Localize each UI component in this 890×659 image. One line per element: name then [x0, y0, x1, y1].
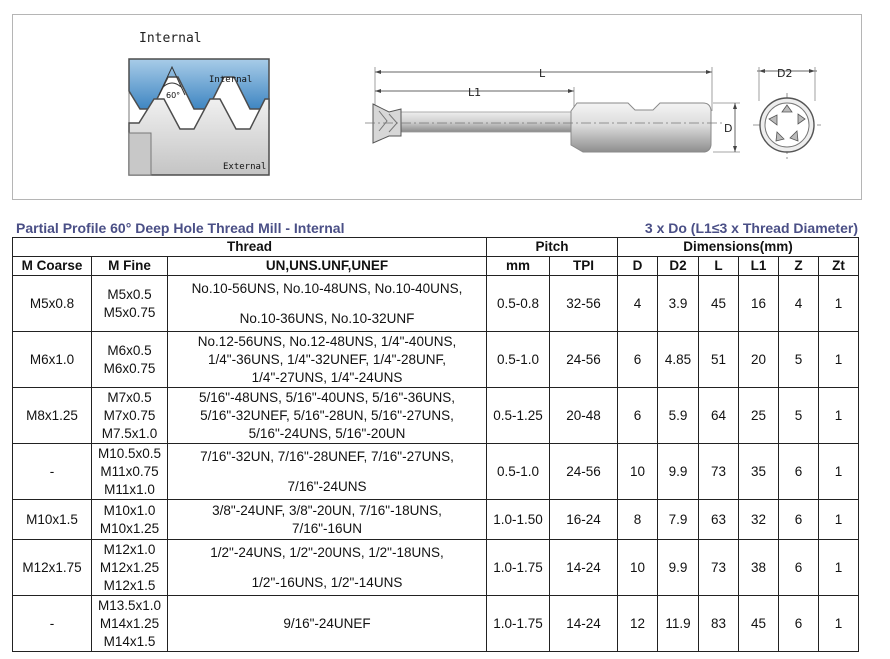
m-fine-value: M14x1.5	[103, 633, 156, 649]
m-fine-value: M5x0.75	[103, 304, 156, 320]
z-cell: 6	[779, 596, 819, 652]
table-row	[13, 500, 859, 540]
pitch-mm-cell: 1.0-1.50	[487, 500, 550, 540]
spec-table	[12, 237, 859, 652]
m-fine-value: M5x0.5	[107, 286, 152, 302]
pitch-tpi-cell: 24-56	[550, 444, 618, 500]
l1-cell: 25	[739, 388, 779, 444]
m-fine-cell	[92, 540, 168, 596]
m-fine-value: M13.5x1.0	[97, 597, 162, 613]
m-fine-value: M7x0.75	[103, 407, 156, 423]
un-thread-line: 1/4"-36UNS, 1/4"-32UNEF, 1/4"-28UNF,	[208, 351, 446, 367]
un-thread-line: 3/8"-24UNF, 3/8"-20UN, 7/16"-18UNS,	[212, 502, 442, 518]
d-cell: 10	[618, 444, 658, 500]
d-cell: 6	[618, 388, 658, 444]
col-header-l: L	[699, 257, 739, 276]
un-thread-line: No.10-56UNS, No.10-48UNS, No.10-40UNS,	[191, 280, 463, 296]
un-thread-line: 1/2"-24UNS, 1/2"-20UNS, 1/2"-18UNS,	[210, 544, 444, 560]
internal-drawing-title: Internal	[139, 31, 202, 46]
m-fine-cell	[92, 276, 168, 332]
m-coarse-cell: M10x1.5	[13, 500, 92, 540]
z-cell: 4	[779, 276, 819, 332]
l1-cell: 20	[739, 332, 779, 388]
pitch-mm-cell: 1.0-1.75	[487, 596, 550, 652]
pitch-group-header: Pitch	[487, 238, 618, 257]
table-row	[13, 444, 859, 500]
d2-cell: 9.9	[658, 540, 699, 596]
d-cell: 10	[618, 540, 658, 596]
table-row	[13, 540, 859, 596]
z-cell: 6	[779, 444, 819, 500]
l1-cell: 35	[739, 444, 779, 500]
l1-cell: 38	[739, 540, 779, 596]
l-cell: 73	[699, 444, 739, 500]
m-coarse-cell: M5x0.8	[13, 276, 92, 332]
l1-cell: 45	[739, 596, 779, 652]
dimension-D-label: D	[724, 122, 733, 135]
m-fine-value: M12x1.0	[103, 541, 156, 557]
un-thread-cell	[168, 500, 487, 540]
un-thread-line: 7/16"-32UN, 7/16"-28UNEF, 7/16"-27UNS,	[200, 448, 454, 464]
l1-cell: 16	[739, 276, 779, 332]
d2-cell: 11.9	[658, 596, 699, 652]
d-cell: 8	[618, 500, 658, 540]
zt-cell: 1	[819, 596, 859, 652]
un-thread-cell	[168, 388, 487, 444]
m-coarse-cell: -	[13, 596, 92, 652]
col-header-zt: Zt	[819, 257, 859, 276]
d2-cell: 4.85	[658, 332, 699, 388]
thread-group-header: Thread	[13, 238, 487, 257]
d2-cell: 3.9	[658, 276, 699, 332]
l-cell: 83	[699, 596, 739, 652]
un-thread-cell	[168, 332, 487, 388]
z-cell: 5	[779, 388, 819, 444]
zt-cell: 1	[819, 388, 859, 444]
d-cell: 12	[618, 596, 658, 652]
un-thread-line: No.10-36UNS, No.10-32UNF	[239, 310, 415, 326]
un-thread-cell	[168, 540, 487, 596]
pitch-tpi-cell: 20-48	[550, 388, 618, 444]
pitch-mm-cell: 0.5-0.8	[487, 276, 550, 332]
angle-60-label: 60°	[166, 91, 181, 100]
col-header-d2: D2	[658, 257, 699, 276]
col-header-d: D	[618, 257, 658, 276]
zt-cell: 1	[819, 332, 859, 388]
pitch-tpi-cell: 16-24	[550, 500, 618, 540]
m-coarse-cell: M12x1.75	[13, 540, 92, 596]
col-header-m-coarse: M Coarse	[13, 257, 92, 276]
pitch-tpi-cell: 14-24	[550, 540, 618, 596]
external-thread-label: External	[223, 162, 267, 172]
pitch-mm-cell: 0.5-1.25	[487, 388, 550, 444]
m-fine-value: M10x1.0	[103, 502, 156, 518]
col-header-un: UN,UNS.UNF,UNEF	[168, 257, 487, 276]
m-coarse-cell: -	[13, 444, 92, 500]
m-fine-cell	[92, 596, 168, 652]
col-header-l1: L1	[739, 257, 779, 276]
table-row	[13, 276, 859, 332]
col-header-tpi: TPI	[550, 257, 618, 276]
m-fine-cell	[92, 388, 168, 444]
z-cell: 6	[779, 500, 819, 540]
un-thread-line: 7/16"-24UNS	[287, 478, 367, 494]
dimensions-group-header: Dimensions(mm)	[618, 238, 859, 257]
d-cell: 6	[618, 332, 658, 388]
pitch-tpi-cell: 14-24	[550, 596, 618, 652]
zt-cell: 1	[819, 276, 859, 332]
product-title-caption: Partial Profile 60° Deep Hole Thread Mill - Internal	[16, 220, 345, 236]
un-thread-line: 9/16"-24UNEF	[283, 615, 371, 631]
l-cell: 45	[699, 276, 739, 332]
zt-cell: 1	[819, 444, 859, 500]
pitch-tpi-cell: 24-56	[550, 332, 618, 388]
l1-cell: 32	[739, 500, 779, 540]
m-fine-cell	[92, 444, 168, 500]
m-fine-cell	[92, 332, 168, 388]
internal-thread-label: Internal	[209, 75, 253, 85]
un-thread-cell	[168, 444, 487, 500]
col-header-mm: mm	[487, 257, 550, 276]
m-fine-value: M7x0.5	[107, 389, 152, 405]
l-cell: 73	[699, 540, 739, 596]
l-cell: 64	[699, 388, 739, 444]
un-thread-cell	[168, 276, 487, 332]
m-fine-value: M10.5x0.5	[97, 445, 162, 461]
l-cell: 51	[699, 332, 739, 388]
dimension-L-label: L	[539, 67, 546, 80]
m-fine-value: M14x1.25	[99, 615, 160, 631]
zt-cell: 1	[819, 500, 859, 540]
thread-mill-end-view	[753, 67, 821, 159]
length-spec-caption: 3 x Do (L1≤3 x Thread Diameter)	[644, 220, 858, 236]
thread-mill-side-view	[365, 67, 740, 152]
un-thread-line: 5/16"-32UNEF, 5/16"-28UN, 5/16"-27UNS,	[200, 407, 454, 423]
z-cell: 5	[779, 332, 819, 388]
l-cell: 63	[699, 500, 739, 540]
pitch-mm-cell: 0.5-1.0	[487, 332, 550, 388]
un-thread-line: 5/16"-24UNS, 5/16"-20UN	[248, 425, 406, 441]
col-header-m-fine: M Fine	[92, 257, 168, 276]
un-thread-line: 1/2"-16UNS, 1/2"-14UNS	[251, 574, 403, 590]
m-fine-value: M11x1.0	[104, 481, 155, 497]
d-cell: 4	[618, 276, 658, 332]
group-header-row	[13, 238, 859, 257]
d2-cell: 7.9	[658, 500, 699, 540]
m-fine-value: M6x0.75	[103, 360, 156, 376]
zt-cell: 1	[819, 540, 859, 596]
pitch-mm-cell: 1.0-1.75	[487, 540, 550, 596]
d2-cell: 5.9	[658, 388, 699, 444]
m-fine-value: M11x0.75	[100, 463, 159, 479]
m-fine-value: M7.5x1.0	[101, 425, 158, 441]
pitch-tpi-cell: 32-56	[550, 276, 618, 332]
col-header-z: Z	[779, 257, 819, 276]
un-thread-line: 1/4"-27UNS, 1/4"-24UNS	[251, 369, 403, 385]
pitch-mm-cell: 0.5-1.0	[487, 444, 550, 500]
table-row	[13, 596, 859, 652]
column-header-row	[13, 257, 859, 276]
dimension-D2-label: D2	[777, 67, 793, 80]
m-fine-cell	[92, 500, 168, 540]
m-fine-value: M10x1.25	[99, 520, 160, 536]
dimension-L1-label: L1	[468, 86, 482, 99]
table-row	[13, 388, 859, 444]
m-fine-value: M12x1.25	[99, 559, 160, 575]
thread-mill-drawing	[13, 15, 863, 201]
un-thread-line: 7/16"-16UN	[291, 520, 363, 536]
m-fine-value: M6x0.5	[107, 342, 152, 358]
m-coarse-cell: M8x1.25	[13, 388, 92, 444]
m-fine-value: M12x1.5	[103, 577, 156, 593]
un-thread-line: 5/16"-48UNS, 5/16"-40UNS, 5/16"-36UNS,	[199, 389, 455, 405]
m-coarse-cell: M6x1.0	[13, 332, 92, 388]
table-row	[13, 332, 859, 388]
un-thread-line: No.12-56UNS, No.12-48UNS, 1/4"-40UNS,	[197, 333, 457, 349]
d2-cell: 9.9	[658, 444, 699, 500]
z-cell: 6	[779, 540, 819, 596]
technical-drawing-panel	[12, 14, 862, 200]
un-thread-cell	[168, 596, 487, 652]
